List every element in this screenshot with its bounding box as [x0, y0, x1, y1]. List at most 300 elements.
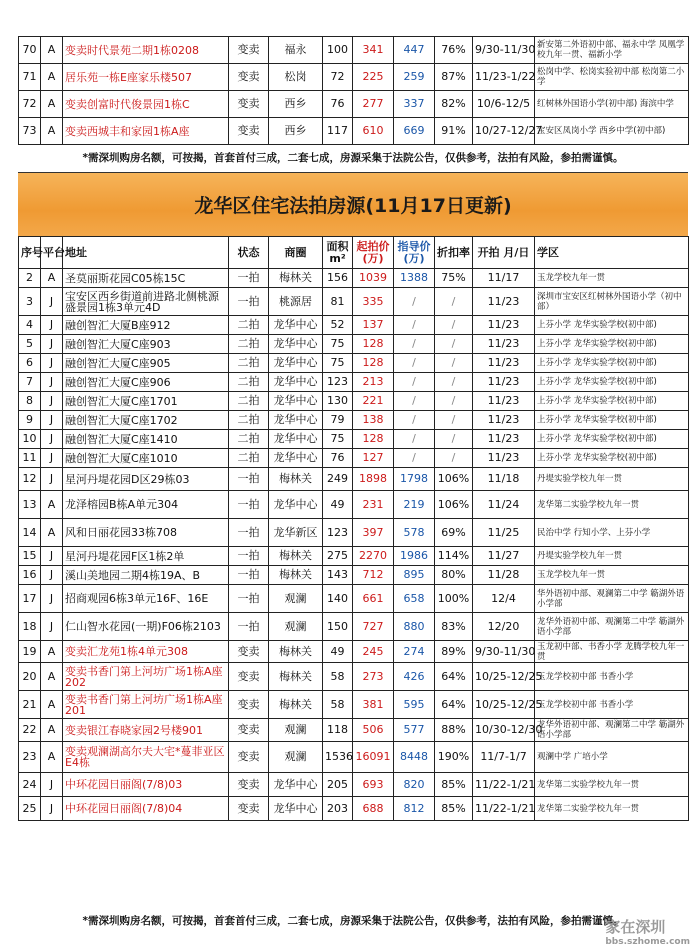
row-guide-price: 669 — [394, 118, 435, 145]
row-size: 75 — [323, 354, 353, 373]
row-school: 玉龙初中部、书香小学 龙腾学校九年一贯 — [535, 641, 689, 663]
row-school: 松岗中学、松岗实验初中部 松岗第二小学 — [535, 64, 689, 91]
row-area: 观澜 — [269, 742, 323, 773]
row-address: 融创智汇大厦C座903 — [63, 335, 229, 354]
row-number: 3 — [19, 288, 41, 316]
row-date: 11/23-1/22 — [473, 64, 535, 91]
row-school: 龙华外语初中部、观澜第二中学 簕湖外语小学部 — [535, 719, 689, 742]
row-date: 11/22-1/21 — [473, 773, 535, 797]
longhua-listing-table — [18, 236, 689, 821]
row-platform: J — [41, 585, 63, 613]
row-start-price: 128 — [353, 335, 394, 354]
row-area: 龙华中心 — [269, 335, 323, 354]
row-date: 12/20 — [473, 613, 535, 641]
row-school: 龙华外语初中部、观澜第二中学 簕湖外语小学部 — [535, 613, 689, 641]
row-status: 二拍 — [229, 449, 269, 468]
row-size: 100 — [323, 37, 353, 64]
row-platform: J — [41, 392, 63, 411]
row-guide-price: 595 — [394, 691, 435, 719]
row-address: 龙泽榕园B栋A单元304 — [63, 491, 229, 519]
header-start-price: 起拍价(万) — [353, 237, 394, 269]
row-discount: / — [435, 288, 473, 316]
row-guide-price: 880 — [394, 613, 435, 641]
row-area: 梅林关 — [269, 641, 323, 663]
row-platform: J — [41, 335, 63, 354]
table-row — [19, 373, 689, 392]
row-school: 新安第二外语初中部、福永中学 凤凰学校九年一贯、福新小学 — [535, 37, 689, 64]
row-guide-price: 274 — [394, 641, 435, 663]
row-discount: 87% — [435, 64, 473, 91]
row-status: 二拍 — [229, 373, 269, 392]
row-date: 12/4 — [473, 585, 535, 613]
row-guide-price: / — [394, 392, 435, 411]
row-platform: A — [41, 491, 63, 519]
row-area: 龙华中心 — [269, 797, 323, 821]
row-size: 1536 — [323, 742, 353, 773]
row-platform: A — [41, 64, 63, 91]
table-row — [19, 288, 689, 316]
row-status: 变卖 — [229, 691, 269, 719]
row-discount: 80% — [435, 566, 473, 585]
row-start-price: 341 — [353, 37, 394, 64]
row-status: 一拍 — [229, 288, 269, 316]
row-guide-price: 8448 — [394, 742, 435, 773]
row-discount: 82% — [435, 91, 473, 118]
row-size: 123 — [323, 519, 353, 547]
row-size: 49 — [323, 641, 353, 663]
row-status: 二拍 — [229, 411, 269, 430]
row-start-price: 245 — [353, 641, 394, 663]
row-platform: A — [41, 269, 63, 288]
section-title: 龙华区住宅法拍房源(11月17日更新) — [194, 195, 512, 217]
row-area: 梅林关 — [269, 547, 323, 566]
row-discount: 88% — [435, 719, 473, 742]
row-start-price: 225 — [353, 64, 394, 91]
row-school: 上芬小学 龙华实验学校(初中部) — [535, 411, 689, 430]
row-start-price: 335 — [353, 288, 394, 316]
row-date: 11/17 — [473, 269, 535, 288]
row-address: 宝安区西乡街道前进路北侧桃源盛景园1栋3单元4D — [63, 288, 229, 316]
row-school: 民治中学 行知小学、上芬小学 — [535, 519, 689, 547]
row-size: 150 — [323, 613, 353, 641]
row-date: 10/25-12/25 — [473, 663, 535, 691]
row-address: 溪山美地园二期4栋19A、B — [63, 566, 229, 585]
table-row — [19, 691, 689, 719]
row-date: 11/25 — [473, 519, 535, 547]
row-discount: 114% — [435, 547, 473, 566]
row-date: 11/7-1/7 — [473, 742, 535, 773]
row-discount: 69% — [435, 519, 473, 547]
row-address: 中环花园日丽阁(7/8)04 — [63, 797, 229, 821]
row-size: 117 — [323, 118, 353, 145]
table-row — [19, 430, 689, 449]
row-start-price: 128 — [353, 354, 394, 373]
row-discount: 106% — [435, 468, 473, 491]
disclaimer-bottom: *需深圳购房名额，可按揭，首套首付三成，二套七成，房源采集于法院公告，仅供参考，法拍有风险，参拍需谨慎。 — [82, 915, 624, 927]
table-row — [19, 468, 689, 491]
row-number: 9 — [19, 411, 41, 430]
row-platform: A — [41, 91, 63, 118]
site-signature: 家在深圳 bbs.szhome.com — [605, 918, 690, 947]
row-address: 圣莫丽斯花园C05栋15C — [63, 269, 229, 288]
row-discount: 64% — [435, 691, 473, 719]
row-school: 玉龙学校初中部 书香小学 — [535, 691, 689, 719]
row-status: 二拍 — [229, 335, 269, 354]
row-area: 龙华新区 — [269, 519, 323, 547]
row-platform: J — [41, 449, 63, 468]
row-discount: / — [435, 430, 473, 449]
row-address: 融创智汇大厦C座1702 — [63, 411, 229, 430]
row-start-price: 231 — [353, 491, 394, 519]
row-number: 16 — [19, 566, 41, 585]
row-guide-price: 219 — [394, 491, 435, 519]
row-start-price: 137 — [353, 316, 394, 335]
row-number: 11 — [19, 449, 41, 468]
row-start-price: 610 — [353, 118, 394, 145]
row-school: 龙华第二实验学校九年一贯 — [535, 797, 689, 821]
row-start-price: 661 — [353, 585, 394, 613]
row-discount: 64% — [435, 663, 473, 691]
row-status: 变卖 — [229, 663, 269, 691]
row-number: 12 — [19, 468, 41, 491]
row-platform: J — [41, 373, 63, 392]
row-school: 丹堤实验学校九年一贯 — [535, 468, 689, 491]
row-size: 81 — [323, 288, 353, 316]
row-status: 二拍 — [229, 354, 269, 373]
table-row — [19, 663, 689, 691]
row-guide-price: 1986 — [394, 547, 435, 566]
row-guide-price: / — [394, 430, 435, 449]
row-status: 变卖 — [229, 91, 269, 118]
row-area: 观澜 — [269, 719, 323, 742]
row-size: 140 — [323, 585, 353, 613]
row-area: 龙华中心 — [269, 773, 323, 797]
header-date: 开拍 月/日 — [473, 237, 535, 269]
row-start-price: 1039 — [353, 269, 394, 288]
row-area: 龙华中心 — [269, 430, 323, 449]
row-status: 一拍 — [229, 547, 269, 566]
row-status: 二拍 — [229, 392, 269, 411]
row-size: 203 — [323, 797, 353, 821]
row-discount: / — [435, 392, 473, 411]
row-number: 24 — [19, 773, 41, 797]
row-address: 星河丹堤花园F区1栋2单 — [63, 547, 229, 566]
row-address: 招商观园6栋3单元16F、16E — [63, 585, 229, 613]
row-number: 21 — [19, 691, 41, 719]
row-address: 变卖银江春晓家园2号楼901 — [63, 719, 229, 742]
row-area: 梅林关 — [269, 566, 323, 585]
row-address: 星河丹堤花园D区29栋03 — [63, 468, 229, 491]
table-row — [19, 613, 689, 641]
top-listing-table — [18, 36, 689, 145]
row-school: 上芬小学 龙华实验学校(初中部) — [535, 335, 689, 354]
row-area: 梅林关 — [269, 691, 323, 719]
row-start-price: 138 — [353, 411, 394, 430]
row-address: 变卖西城丰和家园1栋A座 — [63, 118, 229, 145]
row-address: 融创智汇大厦C座905 — [63, 354, 229, 373]
section-title-band — [18, 172, 688, 237]
table-row — [19, 773, 689, 797]
row-number: 73 — [19, 118, 41, 145]
row-status: 一拍 — [229, 491, 269, 519]
row-size: 79 — [323, 411, 353, 430]
row-size: 275 — [323, 547, 353, 566]
table-row — [19, 335, 689, 354]
row-area: 梅林关 — [269, 663, 323, 691]
row-school: 上芬小学 龙华实验学校(初中部) — [535, 316, 689, 335]
row-discount: / — [435, 373, 473, 392]
table-row — [19, 585, 689, 613]
row-address: 变卖书香门第上河坊广场1栋A座202 — [63, 663, 229, 691]
row-status: 变卖 — [229, 118, 269, 145]
row-platform: J — [41, 773, 63, 797]
row-guide-price: 812 — [394, 797, 435, 821]
row-platform: J — [41, 288, 63, 316]
row-area: 西乡 — [269, 118, 323, 145]
table-row — [19, 641, 689, 663]
row-platform: A — [41, 118, 63, 145]
row-start-price: 16091 — [353, 742, 394, 773]
row-discount: 85% — [435, 773, 473, 797]
row-status: 一拍 — [229, 468, 269, 491]
row-status: 一拍 — [229, 613, 269, 641]
row-start-price: 693 — [353, 773, 394, 797]
row-size: 249 — [323, 468, 353, 491]
row-size: 118 — [323, 719, 353, 742]
row-size: 76 — [323, 449, 353, 468]
row-status: 变卖 — [229, 641, 269, 663]
row-platform: J — [41, 613, 63, 641]
row-school: 红树林外国语小学(初中部) 海滨中学 — [535, 91, 689, 118]
row-address: 中环花园日丽阁(7/8)03 — [63, 773, 229, 797]
row-date: 9/30-11/30 — [473, 641, 535, 663]
row-date: 11/23 — [473, 411, 535, 430]
row-size: 72 — [323, 64, 353, 91]
header-address: 地址 — [63, 237, 229, 269]
row-discount: / — [435, 449, 473, 468]
row-number: 7 — [19, 373, 41, 392]
row-date: 11/23 — [473, 354, 535, 373]
row-guide-price: / — [394, 449, 435, 468]
row-area: 龙华中心 — [269, 316, 323, 335]
row-guide-price: / — [394, 288, 435, 316]
table-row — [19, 742, 689, 773]
row-school: 上芬小学 龙华实验学校(初中部) — [535, 392, 689, 411]
row-platform: A — [41, 37, 63, 64]
table-row — [19, 118, 689, 145]
row-platform: J — [41, 547, 63, 566]
table-row — [19, 411, 689, 430]
row-area: 桃源居 — [269, 288, 323, 316]
row-area: 梅林关 — [269, 269, 323, 288]
row-platform: J — [41, 430, 63, 449]
row-guide-price: / — [394, 354, 435, 373]
row-size: 52 — [323, 316, 353, 335]
row-school: 丹堤实验学校九年一贯 — [535, 547, 689, 566]
row-address: 居乐苑一栋E座家乐楼507 — [63, 64, 229, 91]
row-school: 龙华第二实验学校九年一贯 — [535, 491, 689, 519]
row-school: 龙华第二实验学校九年一贯 — [535, 773, 689, 797]
header-status: 状态 — [229, 237, 269, 269]
header-row — [19, 237, 689, 269]
row-guide-price: / — [394, 335, 435, 354]
row-status: 一拍 — [229, 269, 269, 288]
row-school: 上芬小学 龙华实验学校(初中部) — [535, 354, 689, 373]
row-start-price: 688 — [353, 797, 394, 821]
row-platform: J — [41, 354, 63, 373]
row-date: 11/18 — [473, 468, 535, 491]
table-row — [19, 797, 689, 821]
row-start-price: 213 — [353, 373, 394, 392]
row-number: 18 — [19, 613, 41, 641]
row-guide-price: 658 — [394, 585, 435, 613]
row-start-price: 506 — [353, 719, 394, 742]
row-area: 观澜 — [269, 585, 323, 613]
row-school: 上芬小学 龙华实验学校(初中部) — [535, 449, 689, 468]
row-school: 上芬小学 龙华实验学校(初中部) — [535, 373, 689, 392]
row-platform: A — [41, 641, 63, 663]
row-guide-price: 426 — [394, 663, 435, 691]
row-number: 14 — [19, 519, 41, 547]
row-size: 49 — [323, 491, 353, 519]
row-number: 15 — [19, 547, 41, 566]
row-number: 72 — [19, 91, 41, 118]
row-discount: 75% — [435, 269, 473, 288]
row-school: 宝安区凤岗小学 西乡中学(初中部) — [535, 118, 689, 145]
header-platform: 平台 — [41, 237, 63, 269]
row-discount: 85% — [435, 797, 473, 821]
table-row — [19, 37, 689, 64]
row-guide-price: 447 — [394, 37, 435, 64]
row-discount: 106% — [435, 491, 473, 519]
row-address: 融创智汇大厦C座906 — [63, 373, 229, 392]
row-date: 11/24 — [473, 491, 535, 519]
row-area: 龙华中心 — [269, 392, 323, 411]
row-date: 11/23 — [473, 392, 535, 411]
table-row — [19, 269, 689, 288]
row-discount: / — [435, 316, 473, 335]
row-number: 19 — [19, 641, 41, 663]
row-status: 变卖 — [229, 64, 269, 91]
table-row — [19, 566, 689, 585]
row-address: 融创智汇大厦B座912 — [63, 316, 229, 335]
row-platform: A — [41, 719, 63, 742]
row-start-price: 2270 — [353, 547, 394, 566]
row-discount: 76% — [435, 37, 473, 64]
row-number: 17 — [19, 585, 41, 613]
row-area: 龙华中心 — [269, 411, 323, 430]
row-guide-price: 259 — [394, 64, 435, 91]
row-discount: / — [435, 354, 473, 373]
row-date: 11/23 — [473, 449, 535, 468]
row-school: 深圳市宝安区红树林外国语小学（初中部） — [535, 288, 689, 316]
row-school: 玉龙学校初中部 书香小学 — [535, 663, 689, 691]
row-discount: 83% — [435, 613, 473, 641]
row-guide-price: 820 — [394, 773, 435, 797]
row-platform: J — [41, 797, 63, 821]
row-address: 变卖观澜湖高尔夫大宅*蔓菲亚区E4栋 — [63, 742, 229, 773]
row-status: 变卖 — [229, 797, 269, 821]
row-date: 11/23 — [473, 430, 535, 449]
row-address: 变卖创富时代俊景园1栋C — [63, 91, 229, 118]
row-size: 123 — [323, 373, 353, 392]
row-address: 融创智汇大厦C座1010 — [63, 449, 229, 468]
row-date: 10/30-12/30 — [473, 719, 535, 742]
row-school: 上芬小学 龙华实验学校(初中部) — [535, 430, 689, 449]
table-row — [19, 719, 689, 742]
header-school: 学区 — [535, 237, 689, 269]
header-discount: 折扣率 — [435, 237, 473, 269]
row-number: 6 — [19, 354, 41, 373]
row-guide-price: 577 — [394, 719, 435, 742]
row-date: 11/23 — [473, 288, 535, 316]
row-school: 玉龙学校九年一贯 — [535, 566, 689, 585]
row-start-price: 397 — [353, 519, 394, 547]
row-school: 华外语初中部、观澜第二中学 簕湖外语小学部 — [535, 585, 689, 613]
header-guide-price: 指导价(万) — [394, 237, 435, 269]
row-date: 11/23 — [473, 316, 535, 335]
row-status: 变卖 — [229, 719, 269, 742]
row-date: 9/30-11/30 — [473, 37, 535, 64]
row-date: 10/6-12/5 — [473, 91, 535, 118]
row-address: 融创智汇大厦C座1701 — [63, 392, 229, 411]
row-platform: A — [41, 691, 63, 719]
disclaimer-top: *需深圳购房名额，可按揭，首套首付三成，二套七成，房源采集于法院公告，仅供参考，法拍有风险，参拍需谨慎。 — [82, 152, 624, 164]
row-platform: A — [41, 519, 63, 547]
row-size: 76 — [323, 91, 353, 118]
row-start-price: 127 — [353, 449, 394, 468]
row-status: 一拍 — [229, 519, 269, 547]
row-school: 玉龙学校九年一贯 — [535, 269, 689, 288]
row-address: 变卖书香门第上河坊广场1栋A座201 — [63, 691, 229, 719]
row-number: 5 — [19, 335, 41, 354]
row-area: 龙华中心 — [269, 354, 323, 373]
row-guide-price: / — [394, 316, 435, 335]
row-platform: A — [41, 742, 63, 773]
row-status: 变卖 — [229, 37, 269, 64]
row-size: 156 — [323, 269, 353, 288]
table-row — [19, 316, 689, 335]
row-start-price: 221 — [353, 392, 394, 411]
row-discount: 89% — [435, 641, 473, 663]
row-address: 仁山智水花园(一期)F06栋2103 — [63, 613, 229, 641]
row-school: 观澜中学 广培小学 — [535, 742, 689, 773]
row-area: 松岗 — [269, 64, 323, 91]
row-platform: J — [41, 566, 63, 585]
row-guide-price: 337 — [394, 91, 435, 118]
table-row — [19, 392, 689, 411]
table-row — [19, 64, 689, 91]
row-address: 风和日丽花园33栋708 — [63, 519, 229, 547]
table-row — [19, 491, 689, 519]
row-number: 13 — [19, 491, 41, 519]
row-date: 11/22-1/21 — [473, 797, 535, 821]
row-number: 23 — [19, 742, 41, 773]
row-number: 70 — [19, 37, 41, 64]
row-guide-price: / — [394, 411, 435, 430]
row-guide-price: 1388 — [394, 269, 435, 288]
table-row — [19, 519, 689, 547]
row-start-price: 273 — [353, 663, 394, 691]
row-date: 10/25-12/25 — [473, 691, 535, 719]
row-size: 75 — [323, 335, 353, 354]
row-platform: J — [41, 316, 63, 335]
row-date: 11/27 — [473, 547, 535, 566]
row-platform: A — [41, 663, 63, 691]
row-area: 观澜 — [269, 613, 323, 641]
row-number: 4 — [19, 316, 41, 335]
row-start-price: 277 — [353, 91, 394, 118]
